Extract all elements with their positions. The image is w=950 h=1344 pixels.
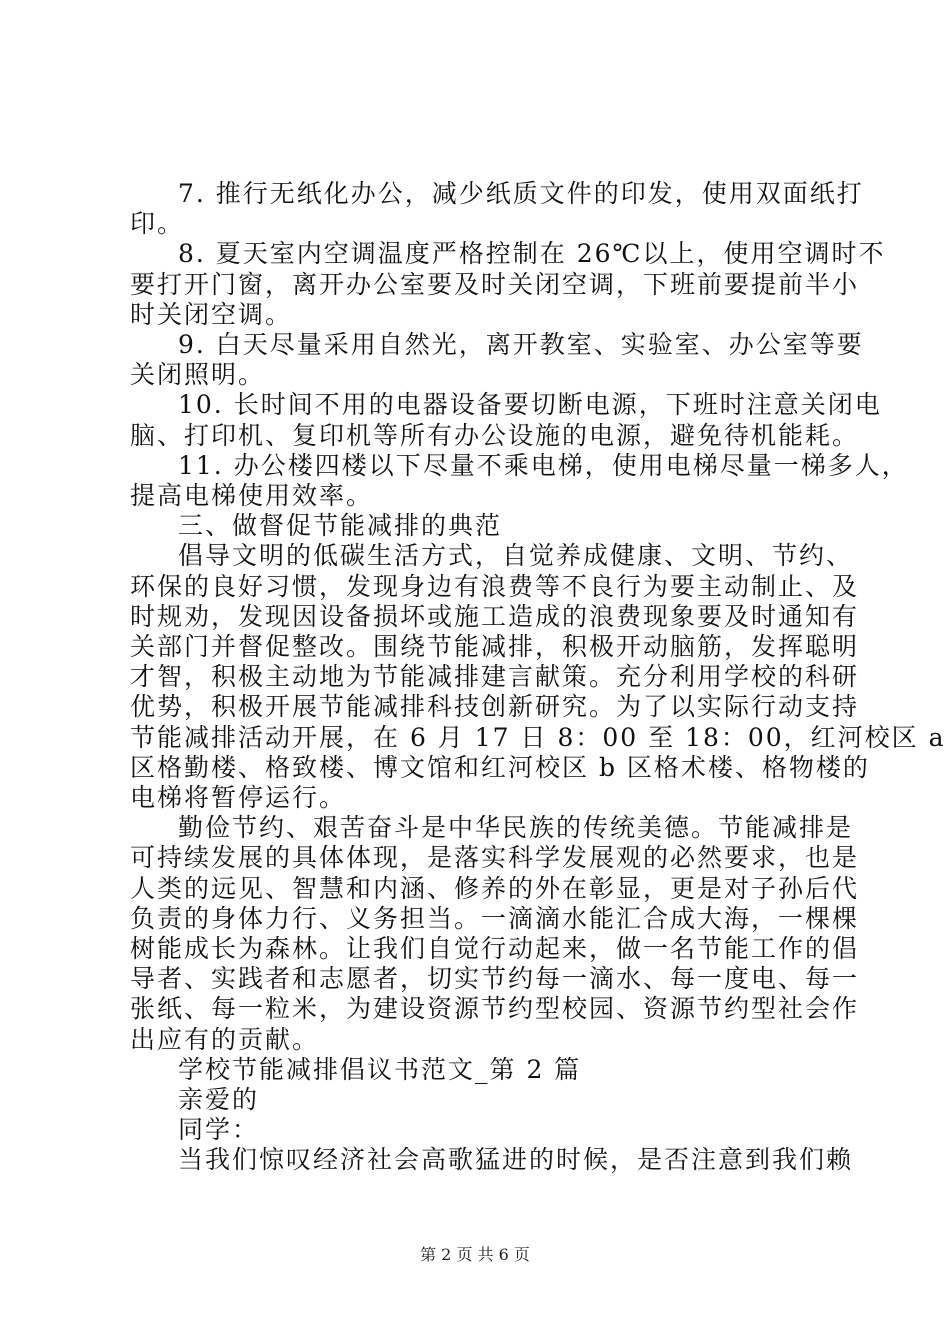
page-footer — [0, 1244, 950, 1266]
article-title: 学校节能减排倡议书范文_第 2 篇 — [178, 1055, 582, 1084]
text-line: 脑、打印机、复印机等所有办公设施的电源，避免待机能耗。 — [130, 421, 860, 450]
section-heading: 三、做督促节能减排的典范 — [178, 511, 503, 540]
text-line: 导者、实践者和志愿者，切实节约每一滴水、每一度电、每一 — [130, 964, 860, 993]
text-line: 人类的远见、智慧和内涵、修养的外在彰显，更是对子孙后代 — [130, 874, 860, 903]
text-line: 时规劝，发现因设备损坏或施工造成的浪费现象要及时通知有 — [130, 602, 860, 631]
text-line: 关闭照明。 — [130, 360, 266, 389]
text-line: 树能成长为森林。让我们自觉行动起来，做一名节能工作的倡 — [130, 934, 860, 963]
text-line: 7. 推行无纸化办公，减少纸质文件的印发，使用双面纸打 — [178, 179, 864, 208]
text-line: 可持续发展的具体体现，是落实科学发展观的必然要求，也是 — [130, 843, 860, 872]
text-line: 电梯将暂停运行。 — [130, 783, 347, 812]
text-line: 环保的良好习惯，发现身边有浪费等不良行为要主动制止、及 — [130, 572, 860, 601]
text-line: 负责的身体力行、义务担当。一滴滴水能汇合成大海，一棵棵 — [130, 904, 860, 933]
text-line: 9. 白天尽量采用自然光，离开教室、实验室、办公室等要 — [178, 330, 864, 359]
text-line: 11. 办公楼四楼以下尽量不乘电梯，使用电梯尽量一梯多人， — [178, 451, 909, 480]
text-line: 提高电梯使用效率。 — [130, 481, 374, 510]
text-line: 印。 — [130, 209, 185, 238]
page-number: 第 2 页 共 6 页 — [420, 1245, 530, 1264]
text-line: 8. 夏天室内空调温度严格控制在 26℃以上，使用空调时不 — [178, 239, 886, 268]
text-line: 才智，积极主动地为节能减排建言献策。充分利用学校的科研 — [130, 662, 860, 691]
text-line: 节能减排活动开展，在 6 月 17 日 8：00 至 18：00，红河校区 a — [130, 723, 946, 752]
text-line: 时关闭空调。 — [130, 300, 293, 329]
text-line: 当我们惊叹经济社会高歌猛进的时候，是否注意到我们赖 — [178, 1145, 854, 1174]
text-line: 勤俭节约、艰苦奋斗是中华民族的传统美德。节能减排是 — [178, 813, 854, 842]
text-line: 要打开门窗，离开办公室要及时关闭空调，下班前要提前半小 — [130, 270, 860, 299]
text-line: 张纸、每一粒米，为建设资源节约型校园、资源节约型社会作 — [130, 994, 860, 1023]
text-line: 出应有的贡献。 — [130, 1025, 320, 1054]
text-line: 关部门并督促整改。围绕节能减排，积极开动脑筋，发挥聪明 — [130, 632, 860, 661]
salutation: 亲爱的 — [178, 1085, 260, 1114]
text-line: 10. 长时间不用的电器设备要切断电源，下班时注意关闭电 — [178, 390, 882, 419]
salutation: 同学： — [178, 1115, 260, 1144]
text-line: 倡导文明的低碳生活方式，自觉养成健康、文明、节约、 — [178, 541, 854, 570]
text-line: 优势，积极开展节能减排科技创新研究。为了以实际行动支持 — [130, 692, 860, 721]
text-line: 区格勤楼、格致楼、博文馆和红河校区 b 区格术楼、格物楼的 — [130, 753, 870, 782]
